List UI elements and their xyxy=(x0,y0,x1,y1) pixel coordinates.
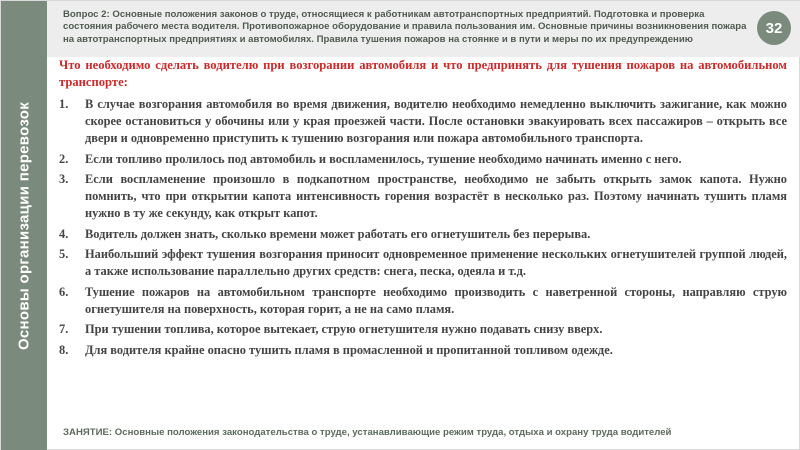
list-item xyxy=(59,246,787,280)
list-item-text: При тушении топлива, которое вытекает, струю огнетушителя нужно подавать снизу вверх. xyxy=(85,322,603,336)
list-item-number: 7. xyxy=(59,322,69,336)
sidebar-title: Основы организации перевозок xyxy=(15,101,33,351)
list-item-text: Наибольший эффект тушения возгорания приносит одновременное применение нескольких огнетушителей группой людей, а также использование параллельно других средств: снега, песка, одеяла и т.д. xyxy=(85,247,787,278)
sidebar xyxy=(1,1,47,450)
list-item-text: В случае возгорания автомобиля во время движения, водителю необходимо немедленно выключить зажигание, как можно скорее остановиться у обочины или у края проезжей части. После остановки эвакуировать всех пассажиров – открыть все двери и одновременно приступить к тушению возгорания или пожара автомобильного транспорта. xyxy=(85,97,787,145)
list-item-text: Для водителя крайне опасно тушить пламя в промасленной и пропитанной топливом одежде. xyxy=(85,342,613,357)
header-text: Вопрос 2: Основные положения законов о труде, относящиеся к работникам автотранспортных предприятий. Подготовка и проверка состояния рабочего места водителя. Противопожарное оборудование и правила пользования им. Основные причины возникновения пожара на автотранспортных предприятиях и автомобилях. Правила тушения пожаров на стоянке и в пути и меры по их предупреждению xyxy=(63,9,747,45)
slide-header xyxy=(47,1,800,57)
slide-footer: ЗАНЯТИЕ: Основные положения законодательства о труде, устанавливающие режим труда, отдыха и охрану труда водителей xyxy=(63,427,672,438)
list-item-text: Водитель должен знать, сколько времени может работать его огнетушитель без перерыва. xyxy=(85,226,591,241)
list-item-number: 5. xyxy=(59,247,69,261)
question-heading: Что необходимо сделать водителю при возгорании автомобиля и что предпринять для тушения пожаров на автомобильном транспорте: xyxy=(59,58,787,89)
instruction-list xyxy=(59,96,787,359)
list-item xyxy=(59,151,787,168)
slide-content xyxy=(59,57,787,362)
list-item-number: 6. xyxy=(59,284,69,299)
list-item-text: Если воспламенение произошло в подкапотном пространстве, необходимо не забыть открыть замок капота. Нужно помнить, что при открытии капота интенсивность горения возрастёт в несколько раз. Поэтому начинать тушить пламя нужно в ту же секунду, как открыт капот. xyxy=(85,172,787,220)
list-item-number: 3. xyxy=(59,172,69,186)
list-item xyxy=(59,342,787,359)
list-item xyxy=(59,284,787,318)
list-item xyxy=(59,171,787,222)
list-item xyxy=(59,321,787,338)
list-item-text: Если топливо пролилось под автомобиль и воспламенилось, тушение необходимо начинать именно с него. xyxy=(85,151,682,166)
list-item xyxy=(59,96,787,147)
list-item-number: 4. xyxy=(59,226,69,241)
list-item-text: Тушение пожаров на автомобильном транспорте необходимо производить с наветренной стороны, направляю струю огнетушителя на поверхность, которая горит, а не на само пламя. xyxy=(85,284,787,316)
list-item xyxy=(59,226,787,243)
slide-number-badge: 32 xyxy=(757,11,791,45)
list-item-number: 1. xyxy=(59,97,69,111)
list-item-number: 2. xyxy=(59,151,69,166)
list-item-number: 8. xyxy=(59,342,69,357)
